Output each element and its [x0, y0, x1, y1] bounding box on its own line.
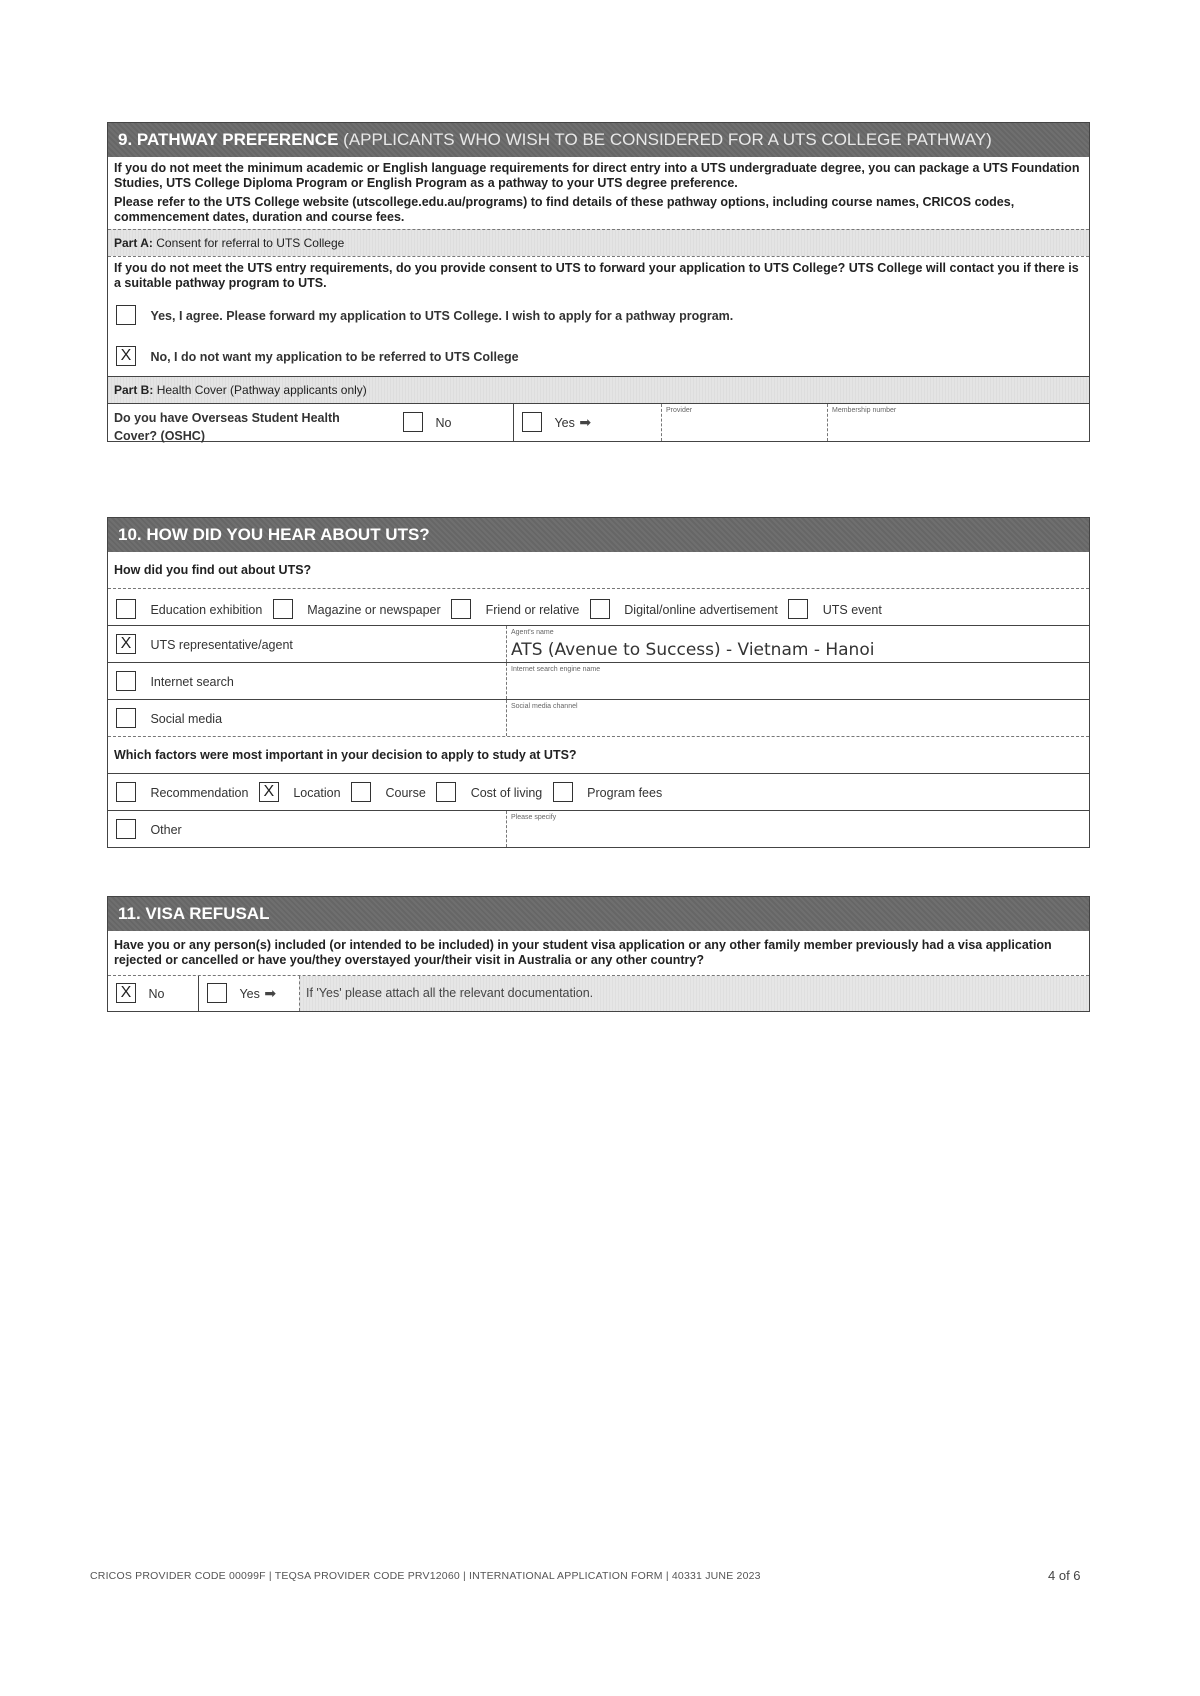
agent-option[interactable]: [116, 634, 293, 654]
course-checkbox[interactable]: [351, 782, 371, 802]
magazine-label: Magazine or newspaper: [307, 603, 441, 617]
visa-no-option[interactable]: [108, 976, 204, 1011]
visa-note-cell: [299, 976, 1089, 1011]
exhibition-checkbox[interactable]: [116, 599, 136, 619]
agent-checkbox[interactable]: X: [116, 634, 136, 654]
section-visa-refusal: [107, 896, 1090, 1012]
consent-no-checkbox[interactable]: X: [116, 346, 136, 366]
course-label: Course: [385, 786, 426, 800]
oshc-yes-label: Yes: [554, 416, 575, 430]
visa-yes-option[interactable]: [198, 976, 307, 1011]
social-row: [108, 699, 1089, 736]
cost-of-living-checkbox[interactable]: [436, 782, 456, 802]
consent-yes-option[interactable]: [116, 305, 733, 325]
magazine-checkbox[interactable]: [273, 599, 293, 619]
social-channel-field[interactable]: [506, 700, 1089, 736]
visa-no-label: No: [148, 987, 165, 1001]
location-label: Location: [293, 786, 341, 800]
recommendation-checkbox[interactable]: [116, 782, 136, 802]
friend-label: Friend or relative: [485, 603, 580, 617]
part-b-text: Health Cover (Pathway applicants only): [156, 383, 367, 397]
factors-question: Which factors were most important in your decision to apply to study at UTS?: [114, 748, 577, 762]
social-option[interactable]: [116, 708, 222, 728]
part-a-label: Part A:: [114, 236, 153, 250]
exhibition-label: Education exhibition: [150, 603, 263, 617]
other-row: [108, 810, 1089, 847]
program-fees-checkbox[interactable]: [553, 782, 573, 802]
section-subtitle: (APPLICANTS WHO WISH TO BE CONSIDERED FOR A UTS COLLEGE PATHWAY): [343, 130, 992, 149]
other-option[interactable]: [116, 819, 182, 839]
consent-no-option[interactable]: [116, 346, 519, 366]
factor-recommendation[interactable]: [116, 784, 259, 801]
intro-paragraph-1: If you do not meet the minimum academic or English language requirements for direct entry into a UTS undergraduate degree, you can package a UTS Foundation Studies, UTS College Diploma Program or English Program as a pathway to your UTS degree preference.: [114, 161, 1080, 190]
visa-yes-checkbox[interactable]: [207, 983, 227, 1003]
uts-event-checkbox[interactable]: [788, 599, 808, 619]
source-option-uts-event[interactable]: [788, 601, 888, 618]
other-label: Other: [150, 823, 182, 837]
membership-field[interactable]: [827, 404, 1090, 441]
provider-field[interactable]: [661, 404, 827, 441]
arrow-right-icon: ➡: [264, 985, 277, 1001]
source-options-row: [108, 588, 1089, 625]
internet-option[interactable]: [116, 671, 234, 691]
section-header: [108, 123, 1089, 157]
visa-yes-label: Yes: [239, 987, 260, 1001]
intro-paragraph-2: Please refer to the UTS College website (utscollege.edu.au/programs) to find details of these pathway options, including course names, CRICOS codes, commencement dates, duration and course fees.: [114, 195, 1015, 224]
consent-no-label: No, I do not want my application to be referred to UTS College: [150, 350, 519, 364]
source-option-friend[interactable]: [451, 601, 590, 618]
section-header: [108, 518, 1089, 552]
agent-label: UTS representative/agent: [150, 638, 293, 652]
how-found-question: How did you find out about UTS?: [114, 563, 312, 577]
section-header: [108, 897, 1089, 931]
arrow-right-icon: ➡: [579, 414, 592, 430]
factor-program-fees[interactable]: [553, 784, 668, 801]
social-checkbox[interactable]: [116, 708, 136, 728]
specify-label: Please specify: [511, 814, 557, 821]
visa-question: Have you or any person(s) included (or intended to be included) in your student visa application or any other family member previously had a visa application rejected or cancelled or have you/they overstayed your/their visit in Australia or any other country?: [114, 938, 1052, 967]
section-title: 10. HOW DID YOU HEAR ABOUT UTS?: [118, 525, 430, 544]
section-title: 9. PATHWAY PREFERENCE: [118, 130, 339, 149]
agent-name-field[interactable]: [506, 626, 1089, 662]
oshc-no-checkbox[interactable]: [403, 412, 423, 432]
cost-of-living-label: Cost of living: [470, 786, 543, 800]
provider-label: Provider: [666, 407, 693, 414]
agent-row: [108, 625, 1089, 662]
friend-checkbox[interactable]: [451, 599, 471, 619]
other-checkbox[interactable]: [116, 819, 136, 839]
factors-row: [108, 773, 1089, 810]
page-number: 4 of 6: [1048, 1568, 1081, 1583]
part-b-label: Part B:: [114, 383, 154, 397]
specify-field[interactable]: [506, 811, 1089, 847]
oshc-yes-checkbox[interactable]: [522, 412, 542, 432]
digital-ad-label: Digital/online advertisement: [624, 603, 778, 617]
oshc-yes-option[interactable]: [513, 404, 657, 441]
digital-ad-checkbox[interactable]: [590, 599, 610, 619]
social-label: Social media: [150, 712, 223, 726]
visa-no-checkbox[interactable]: X: [116, 983, 136, 1003]
consent-yes-label: Yes, I agree. Please forward my application to UTS College. I wish to apply for a pathway program.: [150, 309, 734, 323]
factor-course[interactable]: [351, 784, 436, 801]
program-fees-label: Program fees: [587, 786, 663, 800]
part-a-text: Consent for referral to UTS College: [156, 236, 345, 250]
section-pathway-preference: [107, 122, 1090, 442]
visa-note: If 'Yes' please attach all the relevant documentation.: [306, 986, 594, 1000]
internet-row: [108, 662, 1089, 699]
section-title: 11. VISA REFUSAL: [118, 904, 270, 923]
search-engine-field[interactable]: [506, 663, 1089, 699]
section-how-did-you-hear: [107, 517, 1090, 848]
part-b-heading: [108, 376, 1089, 403]
footer-text: CRICOS PROVIDER CODE 00099F | TEQSA PROVIDER CODE PRV12060 | INTERNATIONAL APPLICATION FORM | 40331 JUNE 2023: [90, 1570, 761, 1582]
social-channel-label: Social media channel: [511, 703, 578, 710]
visa-answer-row: [108, 975, 1089, 1011]
source-option-exhibition[interactable]: [116, 601, 273, 618]
agent-name-label: Agent's name: [511, 629, 554, 636]
source-option-magazine[interactable]: [273, 601, 451, 618]
oshc-question: Do you have Overseas Student Health Cover? (OSHC): [114, 411, 340, 443]
oshc-no-label: No: [435, 416, 452, 430]
consent-question: If you do not meet the UTS entry requirements, do you provide consent to UTS to forward your application to UTS College? UTS College will contact you if there is a suitable pathway program to UTS.: [114, 261, 1079, 290]
consent-yes-checkbox[interactable]: [116, 305, 136, 325]
recommendation-label: Recommendation: [150, 786, 249, 800]
part-a-heading: [108, 229, 1089, 256]
source-option-digital-ad[interactable]: [590, 601, 788, 618]
internet-label: Internet search: [150, 675, 234, 689]
location-checkbox[interactable]: X: [259, 782, 279, 802]
membership-label: Membership number: [832, 407, 897, 414]
internet-checkbox[interactable]: [116, 671, 136, 691]
factor-location[interactable]: [259, 784, 351, 801]
agent-name-value: ATS (Avenue to Success) - Vietnam - Hanoi: [511, 640, 875, 660]
oshc-no-option[interactable]: [403, 412, 513, 441]
search-engine-label: Internet search engine name: [511, 666, 601, 673]
uts-event-label: UTS event: [822, 603, 882, 617]
factor-cost-of-living[interactable]: [436, 784, 552, 801]
